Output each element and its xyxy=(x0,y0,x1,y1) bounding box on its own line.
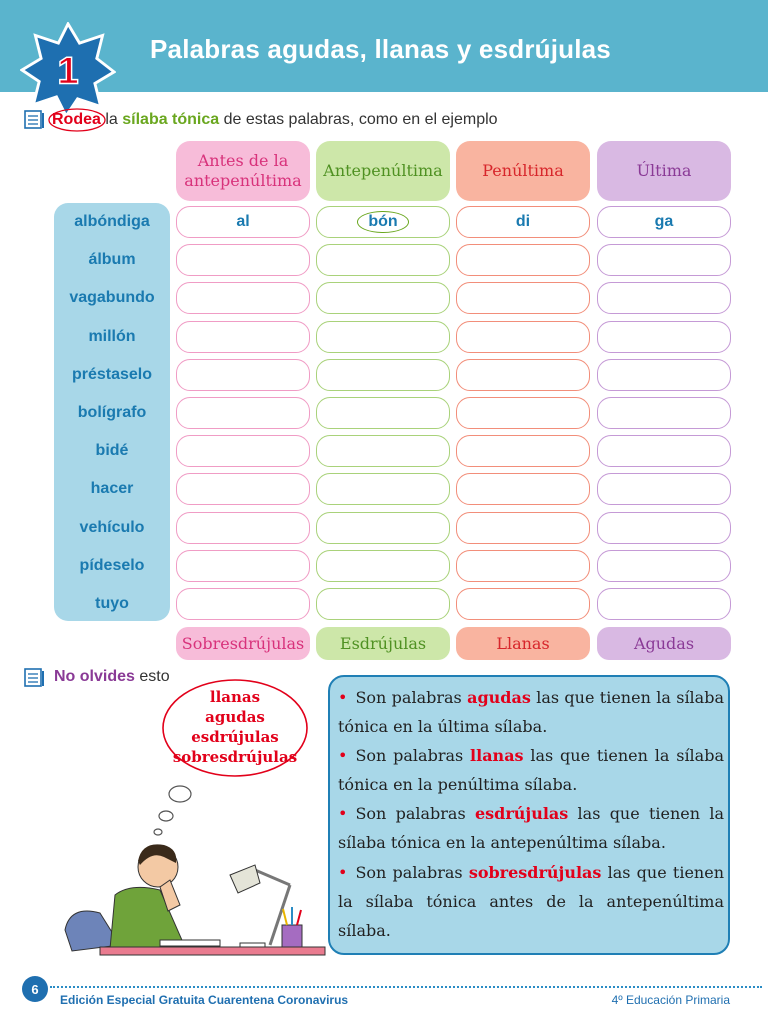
word-item: hacer xyxy=(90,480,134,498)
answer-cell[interactable] xyxy=(176,359,310,391)
word-item: albóndiga xyxy=(74,213,150,230)
answer-cell[interactable] xyxy=(456,359,590,391)
rule-agudas: • Son palabras agudas las que tienen la sílaba tónica en la última sílaba. xyxy=(338,688,724,736)
instruction-verb: Rodea xyxy=(52,111,101,128)
answer-cell[interactable] xyxy=(176,282,310,314)
answer-cell[interactable] xyxy=(597,473,731,505)
answer-cell[interactable] xyxy=(316,588,450,620)
column-footer-esdrujulas: Esdrújulas xyxy=(316,627,450,660)
answer-cell[interactable] xyxy=(597,397,731,429)
syllable: ga xyxy=(654,213,674,230)
rule-sobresdrujulas: • Son palabras sobresdrújulas las que tienen la sílaba tónica antes de la antepenúltima sílaba. xyxy=(338,863,724,940)
answer-cell[interactable] xyxy=(176,321,310,353)
answer-cell[interactable] xyxy=(316,282,450,314)
rule-esdrujulas: • Son palabras esdrújulas las que tienen la sílaba tónica en la antepenúltima sílaba. xyxy=(338,804,724,852)
word-item: bidé xyxy=(95,442,129,460)
example-syllable-cell xyxy=(316,206,450,238)
answer-cell[interactable] xyxy=(176,473,310,505)
answer-cell[interactable] xyxy=(456,512,590,544)
word-item: tuyo xyxy=(95,595,129,612)
column-header-antepenultima: Antepenúltima xyxy=(316,141,450,201)
reminder-icon xyxy=(24,668,46,688)
answer-cell[interactable] xyxy=(597,512,731,544)
page-number: 6 xyxy=(22,976,48,1002)
column-footer-sobresdrujulas: Sobresdrújulas xyxy=(176,627,310,660)
word-item: bolígrafo xyxy=(77,404,147,421)
column-footer-agudas: Agudas xyxy=(597,627,731,660)
answer-cell[interactable] xyxy=(456,435,590,467)
answer-cell[interactable] xyxy=(316,244,450,276)
answer-cell[interactable] xyxy=(316,397,450,429)
rule-llanas: • Son palabras llanas las que tienen la sílaba tónica en la penúltima sílaba. xyxy=(338,746,724,794)
footer-divider xyxy=(50,986,762,988)
answer-cell[interactable] xyxy=(597,244,731,276)
answer-cell[interactable] xyxy=(597,359,731,391)
cloud-word-list: llanas agudas esdrújulas sobresdrújulas xyxy=(172,688,298,766)
example-syllable-cell xyxy=(456,206,590,238)
student-illustration-icon xyxy=(60,835,328,960)
syllable: di xyxy=(515,213,531,230)
exercise-number: 1 xyxy=(57,49,79,93)
word-item: álbum xyxy=(88,251,136,269)
answer-cell[interactable] xyxy=(597,588,731,620)
word-item: millón xyxy=(88,327,136,345)
page-title: Palabras agudas, llanas y esdrújulas xyxy=(150,34,611,64)
answer-cell[interactable] xyxy=(456,397,590,429)
footer-edition: Edición Especial Gratuita Cuarentena Coronavirus xyxy=(60,993,349,1007)
answer-cell[interactable] xyxy=(597,550,731,582)
answer-cell[interactable] xyxy=(456,588,590,620)
answer-cell[interactable] xyxy=(176,512,310,544)
answer-cell[interactable] xyxy=(316,473,450,505)
thought-bubbles-icon xyxy=(150,780,200,840)
answer-cell[interactable] xyxy=(316,512,450,544)
circled-tonic-syllable: bón xyxy=(357,211,408,233)
footer-grade: 4º Educación Primaria xyxy=(611,993,730,1007)
word-item: vehículo xyxy=(79,518,145,536)
instruction-text: Rodea la sílaba tónica de estas palabras, como en el ejemplo xyxy=(52,111,498,129)
example-syllable-cell xyxy=(597,206,731,238)
column-footer-llanas: Llanas xyxy=(456,627,590,660)
answer-cell[interactable] xyxy=(176,588,310,620)
exercise-icon xyxy=(24,110,46,130)
reminder-heading: No olvides esto xyxy=(54,668,170,685)
answer-cell[interactable] xyxy=(456,244,590,276)
answer-cell[interactable] xyxy=(316,321,450,353)
answer-cell[interactable] xyxy=(597,321,731,353)
word-item: pídeselo xyxy=(79,556,145,574)
answer-cell[interactable] xyxy=(176,244,310,276)
answer-cell[interactable] xyxy=(316,435,450,467)
star-badge-icon xyxy=(20,22,116,118)
answer-cell[interactable] xyxy=(316,359,450,391)
answer-cell[interactable] xyxy=(597,282,731,314)
word-item: préstaselo xyxy=(71,365,153,383)
column-header-penultima: Penúltima xyxy=(456,141,590,201)
answer-cell[interactable] xyxy=(316,550,450,582)
answer-cell[interactable] xyxy=(176,550,310,582)
answer-cell[interactable] xyxy=(176,435,310,467)
answer-cell[interactable] xyxy=(456,550,590,582)
answer-cell[interactable] xyxy=(176,397,310,429)
answer-cell[interactable] xyxy=(597,435,731,467)
column-header-ultima: Última xyxy=(597,141,731,201)
syllable: al xyxy=(236,213,250,230)
word-item: vagabundo xyxy=(69,289,155,307)
answer-cell[interactable] xyxy=(456,321,590,353)
column-header-antes: Antes de la antepenúltima xyxy=(176,141,310,201)
example-syllable-cell xyxy=(176,206,310,238)
answer-cell[interactable] xyxy=(456,282,590,314)
answer-cell[interactable] xyxy=(456,473,590,505)
